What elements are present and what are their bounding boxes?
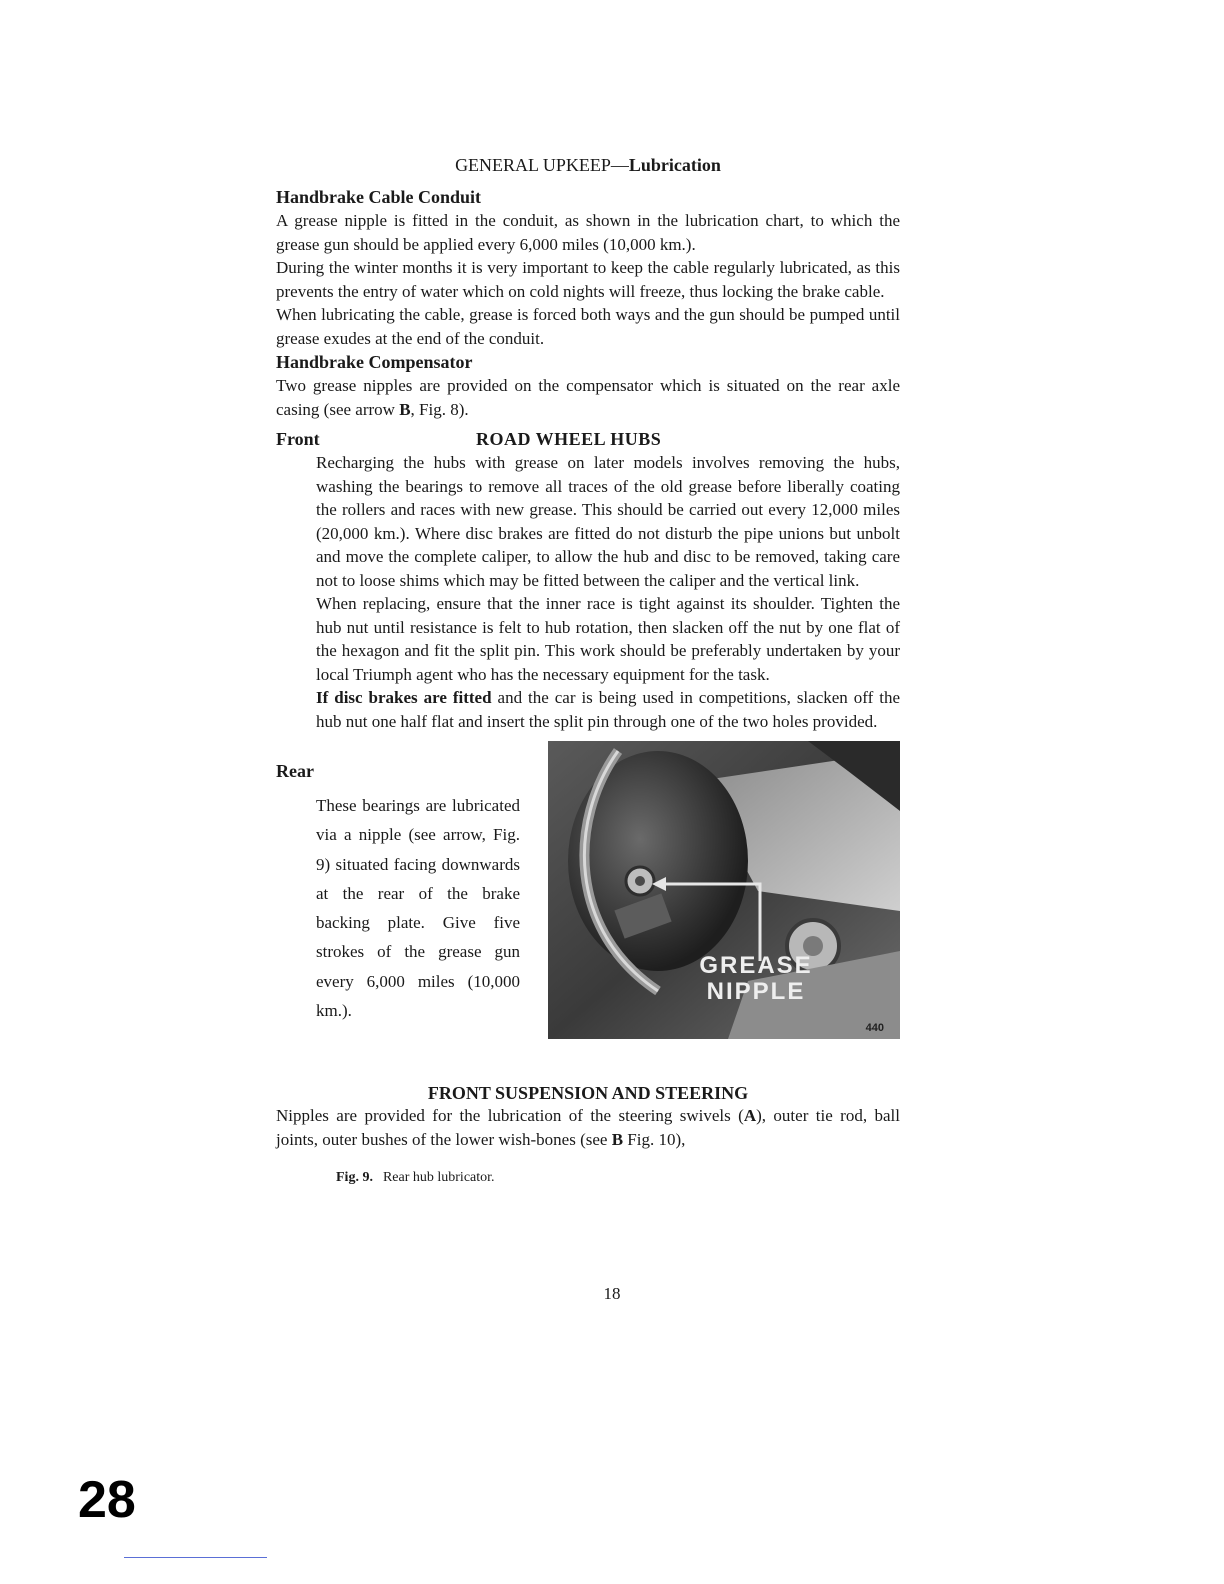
handbrake-cable-heading: Handbrake Cable Conduit [276, 187, 482, 207]
front-hubs-body [276, 451, 900, 733]
page-content [276, 155, 900, 1151]
compensator-text-b: , Fig. 8). [410, 399, 469, 419]
front-hubs-p1: Recharging the hubs with grease on later models involves removing the hubs, washing the bearings to remove all traces of the old grease before liberally coating the rollers and races with new grease. This should be carried out every 12,000 miles (20,000 km.). Where disc brakes are fitted do not disturb the pipe unions but unbolt and move the complete caliper, to allow the hub and disc to be removed, taking care not to loose shims which may be fitted between the caliper and the vertical link. [316, 453, 900, 590]
running-head [276, 155, 900, 176]
front-suspension-p1 [276, 1104, 900, 1151]
handbrake-compensator-p1 [276, 374, 900, 421]
handbrake-cable-p2: During the winter months it is very important to keep the cable regularly lubricated, as this prevents the entry of water which on cold nights will freeze, thus locking the brake cable. [276, 258, 900, 301]
figure-caption-text: Rear hub lubricator. [382, 1170, 495, 1185]
front-label: Front [276, 429, 320, 449]
road-wheel-hubs-header [276, 427, 900, 451]
rear-block [276, 741, 900, 1041]
suspension-text-b: ), outer tie rod, ball joints, outer bushes of the lower wish-bones (see [276, 1106, 900, 1149]
suspension-ref-b: B [611, 1129, 624, 1149]
grease-label-line1: GREASE [699, 952, 813, 979]
suspension-ref-a: A [743, 1106, 757, 1125]
figure-number: Fig. 9. [336, 1170, 373, 1185]
plate-number: 440 [865, 1022, 884, 1034]
compensator-text-a: Two grease nipples are provided on the compensator which is situated on the rear axle casing (see arrow [276, 376, 900, 419]
front-hubs-p2: When replacing, ensure that the inner race is tight against its shoulder. Tighten the hub nut until resistance is felt to hub rotation, then slacken off the nut by one flat of the hexagon and fit the split pin. This work should be preferably undertaken by your local Triumph agent who has the necessary equipment for the task. [316, 594, 900, 684]
running-head-plain: GENERAL UPKEEP— [455, 155, 629, 175]
page-number: 18 [603, 1284, 621, 1303]
road-wheel-hubs-title: ROAD WHEEL HUBS [476, 429, 662, 449]
front-hubs-p3 [316, 686, 900, 733]
suspension-text-a: Nipples are provided for the lubrication of the steering swivels ( [276, 1106, 744, 1125]
rear-text: These bearings are lubricated via a nipple (see arrow, Fig. 9) situated facing downwards at the rear of the brake backing plate. Give five strokes of the grease gun every 6,000 miles (10,000 km.). [316, 796, 520, 1021]
rear-hub-photo [548, 741, 900, 1039]
figure-caption [336, 1170, 495, 1186]
running-head-bold: Lubrication [628, 155, 721, 175]
front-suspension-heading: FRONT SUSPENSION AND STEERING [427, 1083, 749, 1103]
handbrake-cable-p3: When lubricating the cable, grease is forced both ways and the gun should be pumped until grease exudes at the end of the conduit. [276, 305, 900, 348]
folio-number: 28 [78, 1471, 136, 1529]
suspension-text-c: Fig. 10), [623, 1129, 686, 1149]
disc-brakes-text: and the car is being used in competitions, slacken off the hub nut one half flat and insert the split pin through one of the two holes provided. [316, 688, 900, 731]
rear-label: Rear [276, 761, 314, 781]
footer-rule [124, 1557, 267, 1558]
disc-brakes-bold: If disc brakes are fitted [316, 688, 492, 707]
compensator-arrow-b: B [399, 399, 411, 419]
grease-label-line2: NIPPLE [706, 978, 806, 1005]
handbrake-compensator-heading: Handbrake Compensator [276, 352, 473, 372]
handbrake-cable-p1: A grease nipple is fitted in the conduit, as shown in the lubrication chart, to which the grease gun should be applied every 6,000 miles (10,000 km.). [276, 211, 900, 254]
